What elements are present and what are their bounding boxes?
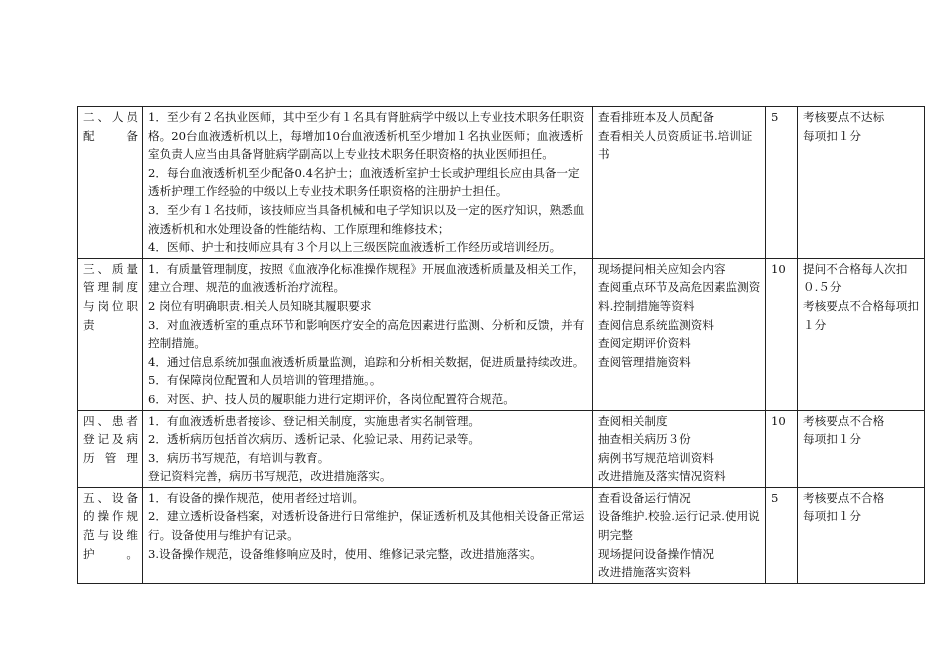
requirement-item: 5．有保障岗位配置和人员培训的管理措施。。 — [148, 373, 382, 388]
requirement-item: 4．医师、护士和技师应具有３个月以上三级医院血液透析工作经历或培训经历。 — [148, 240, 562, 255]
requirements-cell — [143, 258, 593, 410]
requirement-item: 3．病历书写规范，有培训与教育。 — [148, 450, 330, 465]
requirement-item: 3．对血液透析室的重点环节和影响医疗安全的高危因素进行监测、分析和反馈，并有控制措施。 — [148, 317, 585, 351]
requirement-item: 2．透析病历包括首次病历、透析记录、化验记录、用药记录等。 — [148, 432, 481, 447]
score-cell: 10 — [766, 410, 798, 487]
method-item: 改进措施及落实情况资料 — [598, 469, 726, 484]
method-item: 抽查相关病历３份 — [598, 432, 691, 447]
requirements-cell — [143, 487, 593, 583]
requirement-item: 1．有血液透析患者接诊、登记相关制度，实施患者实名制管理。 — [148, 413, 481, 428]
category-cell: 三、质量管理制度与岗位职责 — [78, 258, 143, 410]
method-item: 查阅管理措施资料 — [598, 354, 691, 369]
requirement-item: 登记资料完善，病历书写规范，改进措施落实。 — [148, 469, 392, 484]
requirement-item: 3.设备操作规范，设备维修响应及时，使用、维修记录完整，改进措施落实。 — [148, 546, 542, 561]
requirement-item: 3．至少有１名技师，该技师应当具备机械和电子学知识以及一定的医疗知识，熟悉血液透析机和水处理设备的性能结构、工作原理和维修技术； — [148, 202, 585, 236]
requirement-item: 1．有质量管理制度，按照《血液净化标准操作规程》开展血液透析质量及相关工作，建立合理、规范的血液透析治疗流程。 — [148, 261, 585, 295]
method-item: 现场提问设备操作情况 — [598, 546, 714, 561]
deduction-cell — [798, 410, 925, 487]
method-item: 查阅重点环节及高危因素监测资料.控制措施等资料 — [598, 280, 761, 313]
method-cell — [593, 410, 766, 487]
score-cell: 5 — [766, 487, 798, 583]
table-row — [78, 107, 925, 259]
requirement-item: 2．建立透析设备档案，对透析设备进行日常维护，保证透析机及其他相关设备正常运行。设备使用与维护有记录。 — [148, 509, 585, 543]
deduction-item: 每项扣１分 — [803, 509, 861, 524]
method-item: 病例书写规范培训资料 — [598, 450, 714, 465]
requirement-item: 4．通过信息系统加强血液透析质量监测，追踪和分析相关数据，促进质量持续改进。 — [148, 354, 585, 369]
method-item: 查看设备运行情况 — [598, 490, 691, 505]
method-item: 查看排班本及人员配备 — [598, 110, 714, 124]
category-cell: 二、人员配备 — [78, 107, 143, 259]
method-item: 现场提问相关应知会内容 — [598, 261, 726, 276]
method-item: 查阅信息系统监测资料 — [598, 317, 714, 332]
method-cell — [593, 487, 766, 583]
category-cell: 四、患者登记及病历管理 — [78, 410, 143, 487]
requirements-cell — [143, 107, 593, 259]
method-cell — [593, 258, 766, 410]
score-cell: 5 — [766, 107, 798, 259]
table-row — [78, 487, 925, 583]
category-cell: 五、设备的操作规范与设维护。 — [78, 487, 143, 583]
deduction-item: 提问不合格每人次扣０.５分 — [803, 261, 908, 295]
requirements-cell — [143, 410, 593, 487]
deduction-cell — [798, 258, 925, 410]
score-cell: 10 — [766, 258, 798, 410]
assessment-table — [77, 106, 925, 584]
method-item: 查看相关人员资质证书.培训证书 — [598, 128, 753, 162]
method-item: 改进措施落实资料 — [598, 565, 691, 580]
deduction-item: 每项扣１分 — [803, 128, 861, 143]
requirement-item: 2．每台血液透析机至少配备0.4名护士；血液透析室护士长或护理组长应由具备一定透析护理工作经验的中级以上专业技术职务任职资格的注册护士担任。 — [148, 165, 580, 199]
method-cell — [593, 107, 766, 259]
deduction-item: 考核要点不达标 — [803, 110, 885, 124]
requirement-item: 6．对医、护、技人员的履职能力进行定期评价，各岗位配置符合规范。 — [148, 391, 515, 406]
deduction-item: 每项扣１分 — [803, 432, 861, 447]
method-item: 查阅相关制度 — [598, 413, 668, 428]
deduction-item: 考核要点不合格 — [803, 413, 885, 428]
deduction-cell — [798, 487, 925, 583]
method-item: 查阅定期评价资料 — [598, 336, 691, 351]
deduction-item: 考核要点不合格 — [803, 490, 885, 505]
requirement-item: 1．至少有２名执业医师，其中至少有１名具有肾脏病学中级以上专业技术职务任职资格。20台血液透析机以上，每增加10台血液透析机至少增加１名执业医师；血液透析室负责人应当由具备肾脏病学副高以上专业技术职务任职资格的执业医师担任。 — [148, 110, 585, 162]
requirement-item: 2 岗位有明确职责.相关人员知晓其履职要求 — [148, 298, 372, 313]
method-item: 设备维护.校验.运行记录.使用说明完整 — [598, 509, 760, 543]
requirement-item: 1．有设备的操作规范，使用者经过培训。 — [148, 490, 365, 505]
table-row — [78, 410, 925, 487]
table-row — [78, 258, 925, 410]
deduction-item: 考核要点不合格每项扣１分 — [803, 298, 919, 332]
deduction-cell — [798, 107, 925, 259]
